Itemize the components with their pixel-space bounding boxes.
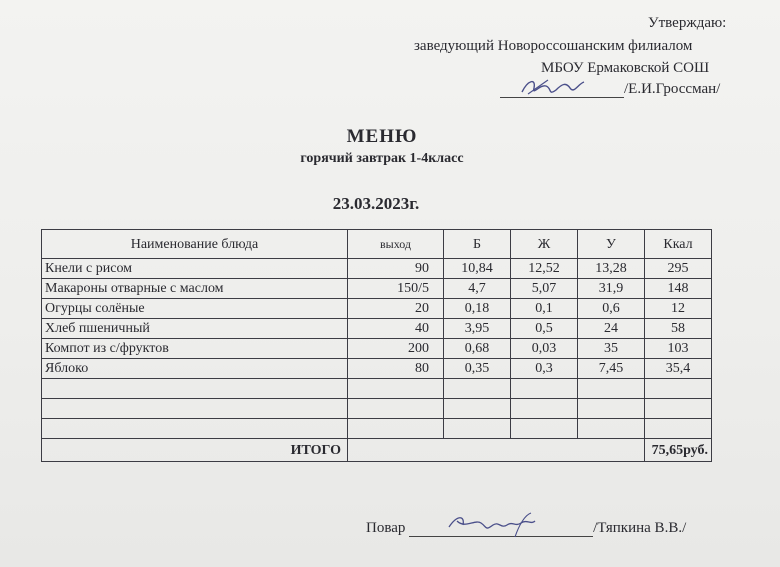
output-cell: 20 — [348, 299, 444, 319]
fats-cell: 0,3 — [511, 359, 578, 379]
column-header-kcal: Ккал — [645, 230, 712, 259]
empty-cell — [645, 379, 712, 399]
kcal-cell: 295 — [645, 259, 712, 279]
empty-table-row — [42, 419, 712, 439]
output-cell: 80 — [348, 359, 444, 379]
fats-cell: 0,1 — [511, 299, 578, 319]
fats-cell: 12,52 — [511, 259, 578, 279]
proteins-cell: 4,7 — [444, 279, 511, 299]
kcal-cell: 58 — [645, 319, 712, 339]
column-header-proteins: Б — [444, 230, 511, 259]
empty-cell — [444, 379, 511, 399]
empty-cell — [42, 399, 348, 419]
total-value: 75,65руб. — [645, 439, 712, 462]
carbs-cell: 24 — [578, 319, 645, 339]
empty-cell — [645, 419, 712, 439]
proteins-cell: 3,95 — [444, 319, 511, 339]
approval-title: Утверждаю: — [648, 15, 727, 31]
output-cell: 40 — [348, 319, 444, 339]
kcal-cell: 35,4 — [645, 359, 712, 379]
dish-name-cell: Хлеб пшеничный — [42, 319, 348, 339]
empty-cell — [511, 399, 578, 419]
cook-label: Повар — [366, 520, 406, 536]
column-header-carbs: У — [578, 230, 645, 259]
fats-cell: 0,5 — [511, 319, 578, 339]
proteins-cell: 0,35 — [444, 359, 511, 379]
column-header-fats: Ж — [511, 230, 578, 259]
empty-cell — [348, 419, 444, 439]
empty-cell — [444, 419, 511, 439]
proteins-cell: 10,84 — [444, 259, 511, 279]
carbs-cell: 35 — [578, 339, 645, 359]
dish-name-cell: Макароны отварные с маслом — [42, 279, 348, 299]
table-row — [42, 359, 712, 379]
menu-date: 23.03.2023г. — [332, 194, 420, 213]
cook-signature — [409, 521, 593, 537]
carbs-cell: 13,28 — [578, 259, 645, 279]
proteins-cell: 0,68 — [444, 339, 511, 359]
dish-name-cell: Кнели с рисом — [42, 259, 348, 279]
empty-cell — [578, 379, 645, 399]
table-body — [42, 259, 712, 462]
output-cell: 150/5 — [348, 279, 444, 299]
empty-table-row — [42, 379, 712, 399]
carbs-cell: 7,45 — [578, 359, 645, 379]
kcal-cell: 148 — [645, 279, 712, 299]
total-empty-cell — [348, 439, 645, 462]
kcal-cell: 12 — [645, 299, 712, 319]
approver-signature — [500, 82, 624, 98]
dish-name-cell: Яблоко — [42, 359, 348, 379]
carbs-cell: 0,6 — [578, 299, 645, 319]
empty-cell — [511, 379, 578, 399]
approval-organization: МБОУ Ермаковской СОШ — [541, 60, 710, 76]
empty-cell — [578, 419, 645, 439]
approver-name: /Е.И.Гроссман/ — [624, 81, 721, 97]
proteins-cell: 0,18 — [444, 299, 511, 319]
table-row — [42, 319, 712, 339]
empty-cell — [348, 379, 444, 399]
empty-cell — [444, 399, 511, 419]
menu-subtitle: горячий завтрак 1-4класс — [300, 151, 464, 166]
empty-cell — [645, 399, 712, 419]
column-header-dish: Наименование блюда — [42, 230, 348, 259]
carbs-cell: 31,9 — [578, 279, 645, 299]
table-row — [42, 299, 712, 319]
table-row — [42, 339, 712, 359]
dish-name-cell: Компот из с/фруктов — [42, 339, 348, 359]
table-row — [42, 279, 712, 299]
approval-position: заведующий Новороссошанским филиалом — [414, 38, 693, 54]
output-cell: 90 — [348, 259, 444, 279]
empty-table-row — [42, 399, 712, 419]
table-row — [42, 259, 712, 279]
empty-cell — [348, 399, 444, 419]
menu-title: МЕНЮ — [346, 126, 418, 147]
menu-table — [41, 229, 712, 462]
empty-cell — [511, 419, 578, 439]
cook-signature-block — [366, 520, 686, 537]
approval-signature-line — [500, 80, 720, 98]
empty-cell — [42, 379, 348, 399]
empty-cell — [42, 419, 348, 439]
fats-cell: 5,07 — [511, 279, 578, 299]
output-cell: 200 — [348, 339, 444, 359]
kcal-cell: 103 — [645, 339, 712, 359]
total-row — [42, 439, 712, 462]
empty-cell — [578, 399, 645, 419]
total-label: ИТОГО — [42, 439, 348, 462]
column-header-output: выход — [348, 230, 444, 259]
table-header-row — [42, 230, 712, 259]
dish-name-cell: Огурцы солёные — [42, 299, 348, 319]
fats-cell: 0,03 — [511, 339, 578, 359]
cook-name: /Тяпкина В.В./ — [593, 520, 687, 536]
